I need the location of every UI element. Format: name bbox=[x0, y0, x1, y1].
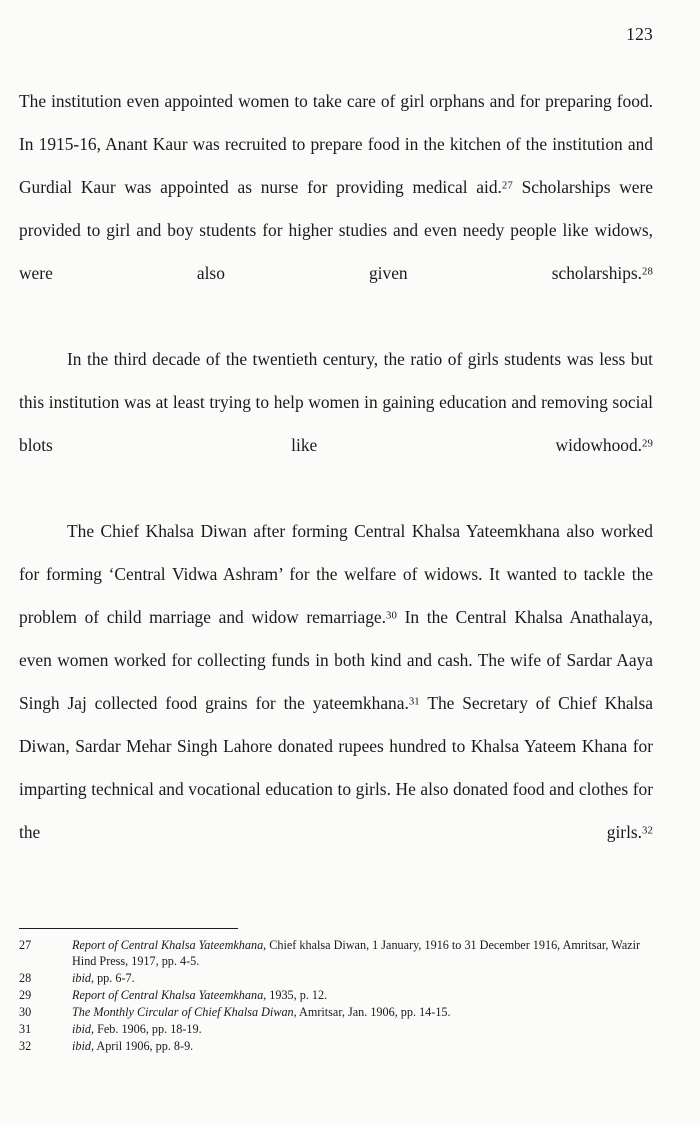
footnote-separator-rule bbox=[19, 928, 238, 929]
citation-title: ibid bbox=[72, 1038, 91, 1053]
footnote-reference-31[interactable]: 31 bbox=[408, 695, 420, 708]
footnote-text: Report of Central Khalsa Yateemkhana, Chief khalsa Diwan, 1 January, 1916 to 31 December 1916, Amritsar, Wazir Hind Press, 1917, pp. 4-5. bbox=[72, 938, 641, 969]
page-number: 123 bbox=[626, 24, 653, 44]
footnote-text: The Monthly Circular of Chief Khalsa Diwan, Amritsar, Jan. 1906, pp. 14-15. bbox=[72, 1005, 451, 1020]
footnote-number: 31 bbox=[19, 1022, 32, 1037]
footnote-reference-27[interactable]: 27 bbox=[501, 179, 513, 192]
citation-title: ibid bbox=[72, 1022, 91, 1037]
para-1: The institution even appointed women to take care of girl orphans and for preparing food. In 1915-16, Anant Kaur was recruited to prepare food in the kitchen of the institution and Gurdial Kaur was appointed as nurse for providing medical aid.$^{27}$ Scholarships were provided to girl and boy students for higher studies and even needy people like widows, were also given scholarships.$^{28}$ bbox=[19, 91, 653, 283]
footnote-number: 28 bbox=[19, 971, 32, 986]
footnote-area bbox=[19, 928, 653, 1055]
footnote-entry-32 bbox=[19, 1038, 653, 1054]
body-text-block bbox=[19, 80, 653, 897]
footnote-entry-28 bbox=[19, 970, 653, 986]
citation-title: The Monthly Circular of Chief Khalsa Diwan bbox=[72, 1005, 294, 1020]
footnote-reference-30[interactable]: 30 bbox=[386, 609, 397, 622]
footnote-entry-30 bbox=[19, 1004, 653, 1020]
footnote-reference-28[interactable]: 28 bbox=[642, 265, 653, 278]
footnote-entry-29 bbox=[19, 987, 653, 1003]
footnote-reference-29[interactable]: 29 bbox=[642, 437, 653, 450]
footnote-number: 29 bbox=[19, 988, 32, 1003]
footnote-entry-27 bbox=[19, 937, 653, 970]
footnote-text: ibid, pp. 6-7. bbox=[72, 971, 135, 986]
paragraph-list bbox=[19, 80, 653, 897]
footnote-entry-31 bbox=[19, 1021, 653, 1037]
footnote-number: 27 bbox=[19, 938, 32, 952]
footnote-number: 32 bbox=[19, 1038, 32, 1053]
para-2: In the third decade of the twentieth century, the ratio of girls students was less but this institution was at least trying to help women in gaining education and removing social blots like widowhood.$^{29}$ bbox=[19, 349, 653, 455]
footnote-text: Report of Central Khalsa Yateemkhana, 1935, p. 12. bbox=[72, 988, 328, 1003]
footnote-reference-32[interactable]: 32 bbox=[642, 824, 653, 837]
footnote-text: ibid, April 1906, pp. 8-9. bbox=[72, 1038, 194, 1053]
citation-title: ibid bbox=[72, 971, 91, 986]
footnote-list bbox=[19, 937, 653, 1054]
citation-title: Report of Central Khalsa Yateemkhana bbox=[72, 988, 264, 1003]
footnote-number: 30 bbox=[19, 1005, 32, 1020]
para-3: The Chief Khalsa Diwan after forming Central Khalsa Yateemkhana also worked for forming ‘Central Vidwa Ashram’ for the welfare of widows. It wanted to tackle the problem of child marriage and widow remarriage.$^{30}$ In the Central Khalsa Anathalaya, even women worked for collecting funds in both kind and cash. The wife of Sardar Aaya Singh Jaj collected food grains for the yateemkhana.$^{31}$ The Secretary of Chief Khalsa Diwan, Sardar Mehar Singh Lahore donated rupees hundred to Khalsa Yateem Khana for imparting technical and vocational education to girls. He also donated food and clothes for the girls.$^{32}$ bbox=[19, 521, 653, 842]
citation-title: Report of Central Khalsa Yateemkhana bbox=[72, 938, 264, 952]
footnote-text: ibid, Feb. 1906, pp. 18-19. bbox=[72, 1022, 202, 1037]
